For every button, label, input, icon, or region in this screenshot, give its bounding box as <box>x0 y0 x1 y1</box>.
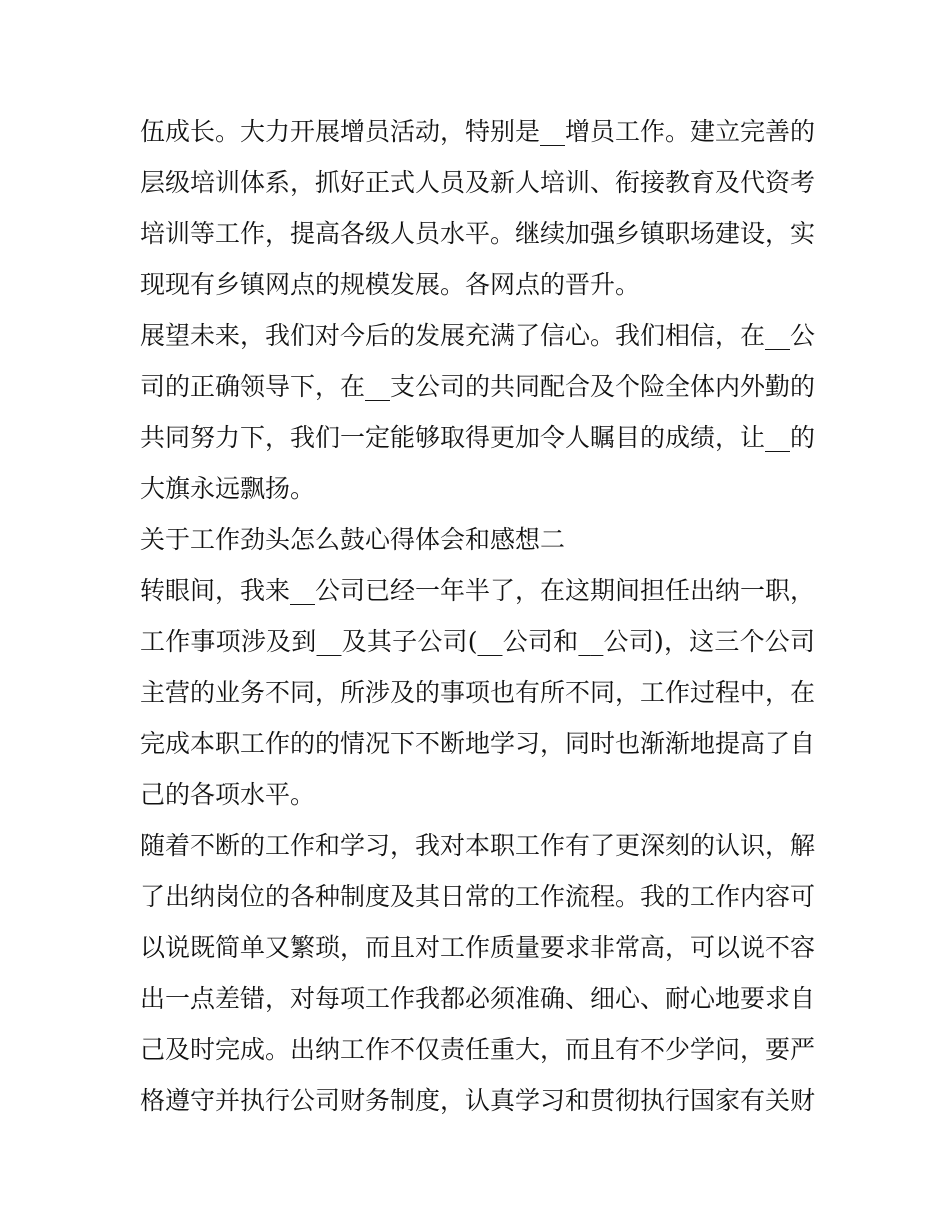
paragraph-cashier-duties: 随着不断的工作和学习，我对本职工作有了更深刻的认识，解了出纳岗位的各种制度及其日常的工作流程。我的工作内容可以说既简单又繁琐，而且对工作质量要求非常高，可以说不容出一点差错，对每项工作我都必须准确、细心、耐心地要求自己及时完成。出纳工作不仅责任重大，而且有不少学问，要严格遵守并执行公司财务制度，认真学习和贯彻执行国家有关财 <box>140 831 816 1115</box>
section-heading: 关于工作劲头怎么鼓心得体会和感想二 <box>140 525 566 554</box>
paragraph-training: 伍成长。大力开展增员活动，特别是__增员工作。建立完善的层级培训体系，抓好正式人员及新人培训、衔接教育及代资考培训等工作，提高各级人员水平。继续加强乡镇职场建设，实现现有乡镇网点的规模发展。各网点的晋升。 <box>140 117 816 299</box>
document-body <box>140 106 815 1126</box>
paragraph-cashier-intro: 转眼间，我来__公司已经一年半了，在这期间担任出纳一职，工作事项涉及到__及其子公司(__公司和__公司)，这三个公司主营的业务不同，所涉及的事项也有所不同，工作过程中，在完成本职工作的的情况下不断地学习，同时也渐渐地提高了自己的各项水平。 <box>140 576 816 809</box>
paragraph-outlook: 展望未来，我们对今后的发展充满了信心。我们相信，在__公司的正确领导下，在__支公司的共同配合及个险全体内外勤的共同努力下，我们一定能够取得更加令人瞩目的成绩，让__的大旗永远飘扬。 <box>140 321 816 503</box>
